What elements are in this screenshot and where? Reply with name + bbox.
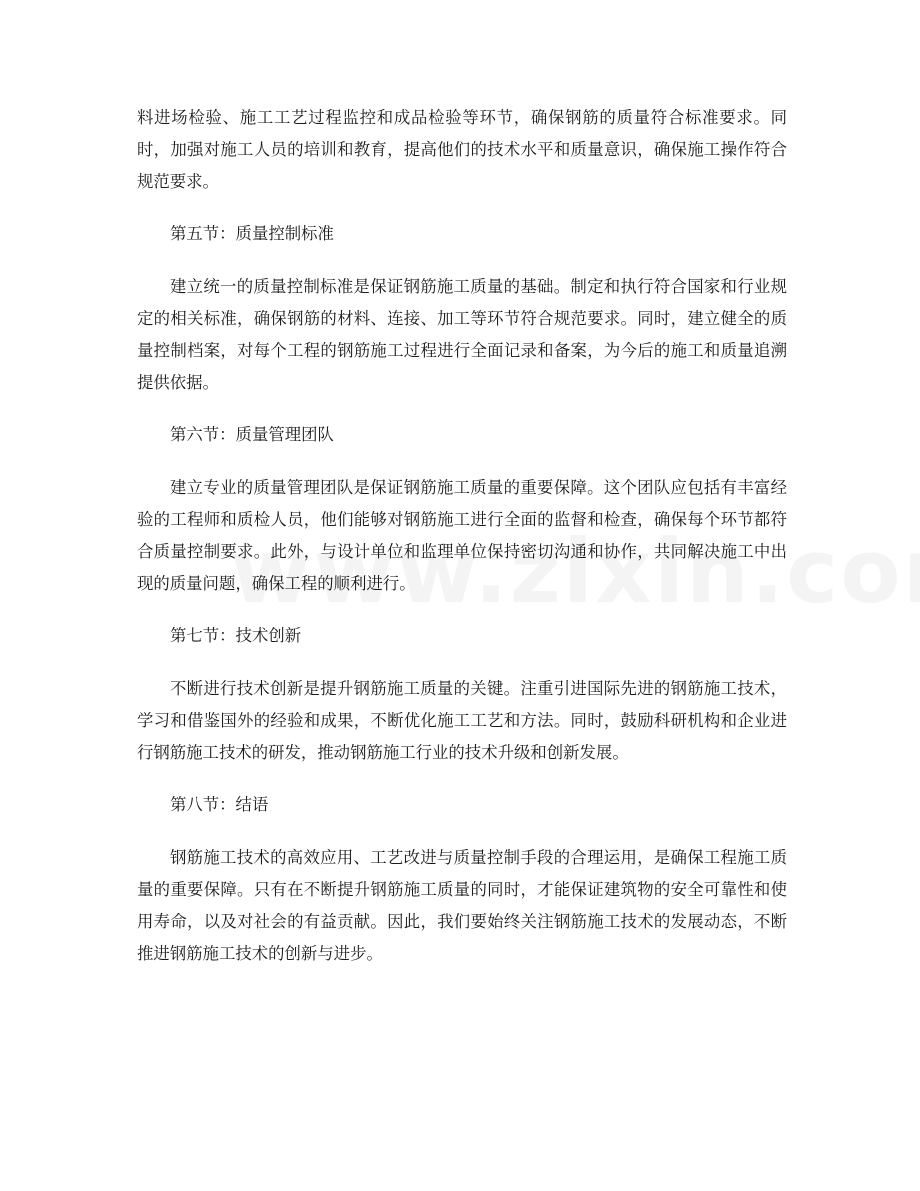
section-heading-8: 第八节：结语 <box>170 795 269 814</box>
paragraph-section-7: 不断进行技术创新是提升钢筋施工质量的关键。注重引进国际先进的钢筋施工技术，学习和借鉴国外的经验和成果，不断优化施工工艺和方法。同时，鼓励科研机构和企业进行钢筋施工技术的研发，推动钢筋施工行业的技术升级和创新发展。 <box>137 679 787 762</box>
section-heading-6: 第六节：质量管理团队 <box>170 425 334 444</box>
paragraph-section-6: 建立专业的质量管理团队是保证钢筋施工质量的重要保障。这个团队应包括有丰富经验的工程师和质检人员，他们能够对钢筋施工进行全面的监督和检查，确保每个环节都符合质量控制要求。此外，与设计单位和监理单位保持密切沟通和协作，共同解决施工中出现的质量问题，确保工程的顺利进行。 <box>137 478 787 593</box>
section-heading-5: 第五节：质量控制标准 <box>170 224 334 243</box>
paragraph-section-5: 建立统一的质量控制标准是保证钢筋施工质量的基础。制定和执行符合国家和行业规定的相关标准，确保钢筋的材料、连接、加工等环节符合规范要求。同时，建立健全的质量控制档案，对每个工程的钢筋施工过程进行全面记录和备案，为今后的施工和质量追溯提供依据。 <box>137 277 787 392</box>
document-body <box>137 102 787 970</box>
paragraph-section-8: 钢筋施工技术的高效应用、工艺改进与质量控制手段的合理运用，是确保工程施工质量的重要保障。只有在不断提升钢筋施工质量的同时，才能保证建筑物的安全可靠性和使用寿命，以及对社会的有益贡献。因此，我们要始终关注钢筋施工技术的发展动态，不断推进钢筋施工技术的创新与进步。 <box>137 848 787 963</box>
section-heading-7: 第七节：技术创新 <box>170 626 302 645</box>
paragraph-continued: 料进场检验、施工工艺过程监控和成品检验等环节，确保钢筋的质量符合标准要求。同时，加强对施工人员的培训和教育，提高他们的技术水平和质量意识，确保施工操作符合规范要求。 <box>137 108 787 191</box>
